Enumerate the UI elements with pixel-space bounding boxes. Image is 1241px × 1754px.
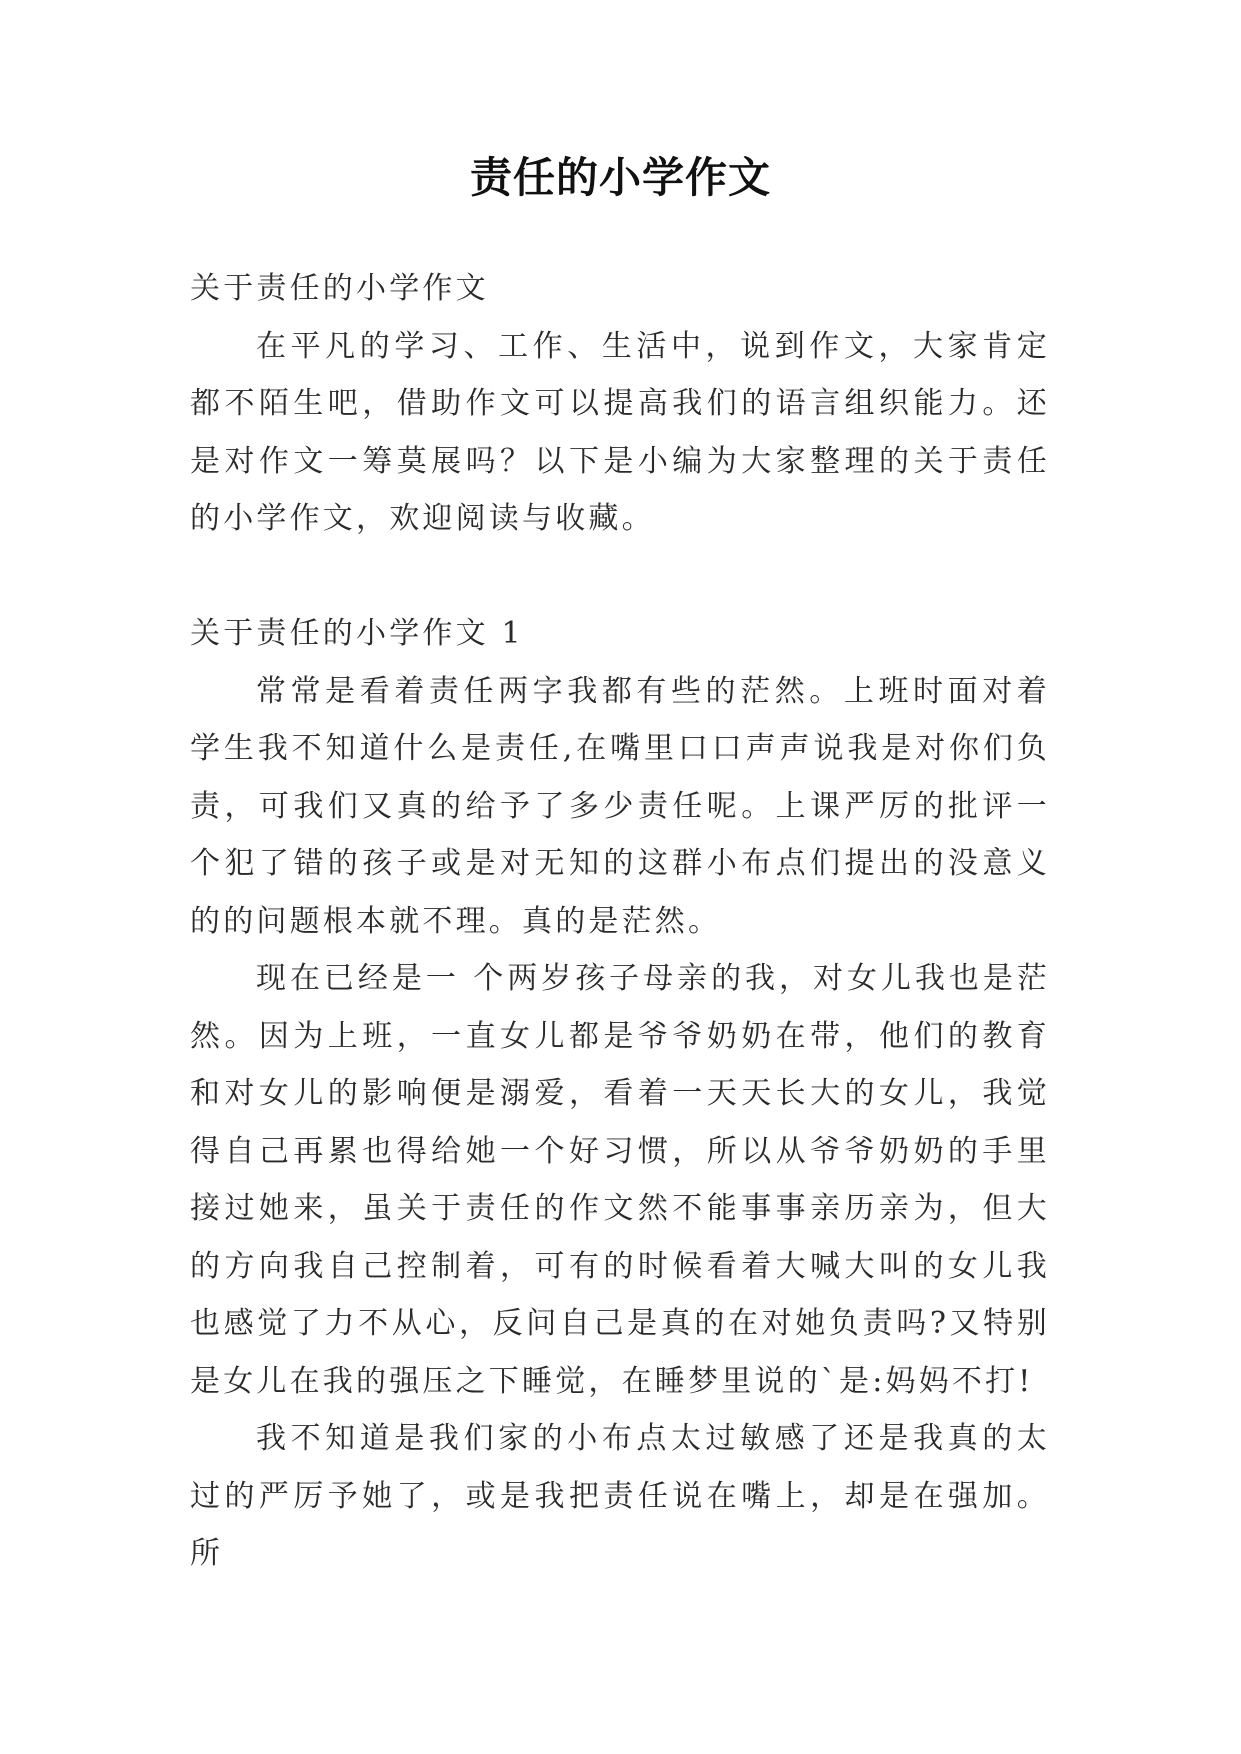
intro-heading: 关于责任的小学作文 bbox=[190, 271, 489, 306]
essay1-paragraph-2: 现在已经是一 个两岁孩子母亲的我，对女儿我也是茫然。因为上班，一直女儿都是爷爷奶奶在带，他们的教育和对女儿的影响便是溺爱，看着一天天长大的女儿，我觉得自己再累也得给她一个好习惯，所以从爷爷奶奶的手里接过她来，虽关于责任的作文然不能事事亲历亲为，但大的方向我自己控制着，可有的时候看着大喊大叫的女儿我也感觉了力不从心，反问自己是真的在对她负责吗?又特别是女儿在我的强压之下睡觉，在睡梦里说的`是:妈妈不打! bbox=[190, 961, 1050, 1399]
essay1-heading: 关于责任的小学作文 1 bbox=[190, 616, 524, 651]
document-title: 责任的小学作文 bbox=[469, 153, 771, 202]
essay1-paragraph-1: 常常是看着责任两字我都有些的茫然。上班时面对着学生我不知道什么是责任,在嘴里口口声声说我是对你们负责，可我们又真的给予了多少责任呢。上课严厉的批评一个犯了错的孩子或是对无知的这群小布点们提出的没意义的的问题根本就不理。真的是茫然。 bbox=[190, 673, 1050, 939]
essay1-paragraph-3: 我不知道是我们家的小布点太过敏感了还是我真的太过的严厉予她了，或是我把责任说在嘴上，却是在强加。所 bbox=[190, 1421, 1050, 1571]
section-spacer bbox=[190, 548, 1050, 606]
document-body bbox=[190, 260, 1050, 1583]
intro-paragraph: 在平凡的学习、工作、生活中，说到作文，大家肯定都不陌生吧，借助作文可以提高我们的语言组织能力。还是对作文一筹莫展吗？以下是小编为大家整理的关于责任的小学作文，欢迎阅读与收藏。 bbox=[190, 328, 1050, 536]
